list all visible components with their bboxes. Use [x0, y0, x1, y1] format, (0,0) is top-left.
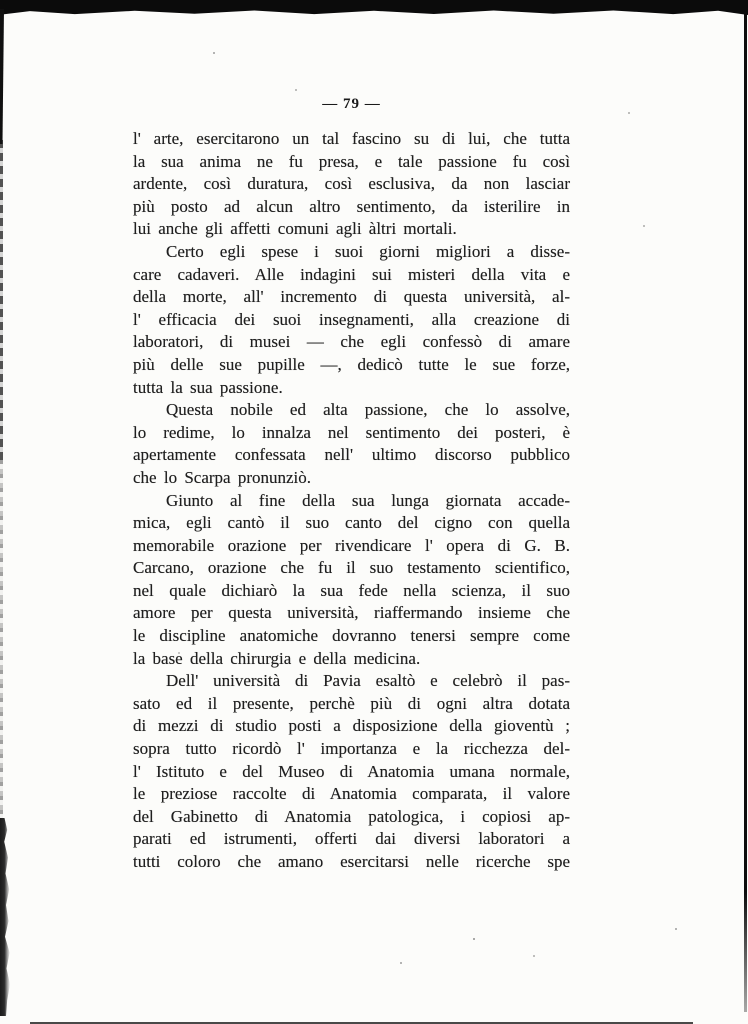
page-number: — 79 —	[322, 96, 381, 112]
text-line: lui anche gli affetti comuni agli àltri mortali.	[133, 219, 457, 239]
scan-edge-left-top	[0, 9, 4, 144]
text-line: tutta la sua passione.	[133, 377, 283, 397]
text-line: Certo egli spese i suoi giorni migliori a disse-	[166, 241, 570, 261]
text-line: che lo Scarpa pronunziò.	[133, 467, 311, 487]
text-line: ardente, così duratura, così esclusiva, da non lasciar	[133, 174, 570, 194]
text-line: del Gabinetto di Anatomia patologica, i copiosi ap-	[133, 806, 570, 826]
text-line: la sua anima ne fu presa, e tale passione fu così	[133, 151, 570, 171]
text-line: la base della chirurgia e della medicina.	[133, 648, 421, 668]
scan-edge-top	[0, 0, 748, 15]
text-line: di mezzi di studio posti a disposizione della gioventù ;	[133, 716, 570, 736]
text-line: care cadaveri. Alle indagini sui misteri della vita e	[133, 264, 570, 284]
text-block	[133, 128, 570, 874]
text-line: Giunto al fine della sua lunga giornata accade-	[166, 490, 570, 510]
scan-edge-left-low	[0, 460, 3, 820]
text-line: mica, egli cantò il suo canto del cigno con quella	[133, 513, 570, 533]
scan-edge-right	[744, 12, 747, 1012]
text-line: laboratori, di musei — che egli confessò di amare	[133, 332, 570, 352]
text-line: Dell' università di Pavia esaltò e celebrò il pas-	[166, 671, 570, 691]
scan-edge-left-mid	[0, 140, 3, 460]
text-line: più delle sue pupille —, dedicò tutte le sue forze,	[133, 354, 570, 374]
text-line: Carcano, orazione che fu il suo testamento scientifico,	[133, 558, 570, 578]
text-line: parati ed istrumenti, offerti dai diversi laboratori a	[133, 829, 570, 849]
text-line: le preziose raccolte di Anatomia comparata, il valore	[133, 784, 570, 804]
text-line: più posto ad alcun altro sentimento, da isterilire in	[133, 196, 570, 216]
text-line: Questa nobile ed alta passione, che lo assolve,	[166, 400, 570, 420]
text-line: l' efficacia dei suoi insegnamenti, alla creazione di	[133, 309, 570, 329]
text-line: lo redime, lo innalza nel sentimento dei posteri, è	[133, 422, 570, 442]
text-line: amore per questa università, riaffermando insieme che	[133, 603, 570, 623]
text-line: tutti coloro che amano esercitarsi nelle ricerche spe	[133, 852, 570, 871]
text-line: sato ed il presente, perchè più di ogni altra dotata	[133, 693, 570, 713]
text-line: nel quale dichiarò la sua fede nella scienza, il suo	[133, 580, 570, 600]
text-line: memorabile orazione per rivendicare l' opera di G. B.	[133, 535, 570, 555]
text-line: le discipline anatomiche dovranno tenersi sempre come	[133, 626, 570, 646]
text-line: della morte, all' incremento di questa università, al-	[133, 287, 570, 307]
text-line: sopra tutto ricordò l' importanza e la ricchezza del-	[133, 739, 570, 759]
text-line: apertamente confessata nell' ultimo discorso pubblico	[133, 445, 570, 465]
paper-specks	[213, 52, 215, 54]
text-line: l' Istituto e del Museo di Anatomia umana normale,	[133, 761, 570, 781]
scan-smudge-left-bottom	[0, 818, 10, 1016]
text-line: l' arte, esercitarono un tal fascino su di lui, che tutta	[133, 129, 570, 148]
